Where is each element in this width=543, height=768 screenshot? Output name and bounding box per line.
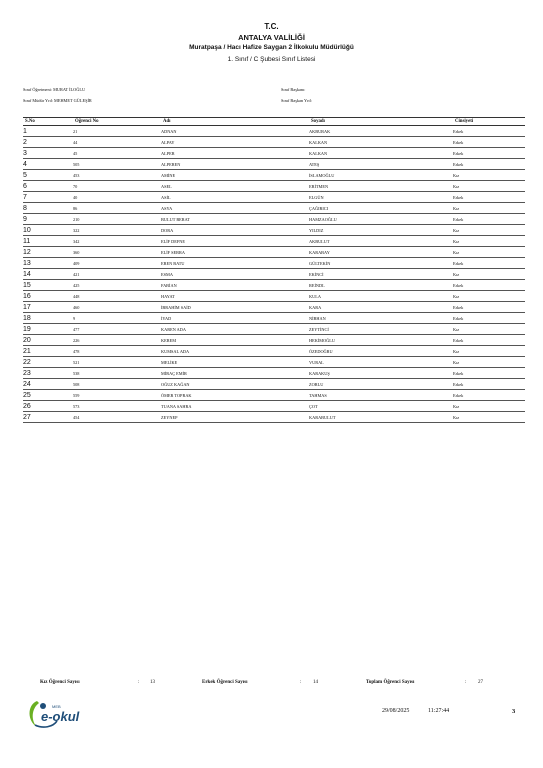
cell-name: ZEYNEP [161, 412, 309, 423]
cell-sno: 6 [23, 181, 73, 192]
cell-surname: EKİNCİ [309, 269, 453, 280]
cell-surname: YILDIZ [309, 225, 453, 236]
cell-sno: 22 [23, 357, 73, 368]
cell-surname: ATEŞ [309, 159, 453, 170]
cell-gender: Erkek [453, 280, 525, 291]
cell-surname: ZORLU [309, 379, 453, 390]
female-count-value: 13 [150, 680, 155, 685]
cell-sno: 13 [23, 258, 73, 269]
cell-student-no: 9 [73, 313, 161, 324]
header-tc: T.C. [264, 22, 279, 31]
cell-gender: Kız [453, 346, 525, 357]
print-date: 29/08/2025 [382, 708, 410, 714]
cell-gender: Kız [453, 170, 525, 181]
cell-surname: KARABULUT [309, 412, 453, 423]
cell-student-no: 460 [73, 302, 161, 313]
table-row [23, 137, 525, 148]
cell-name: MİRAÇ EMİR [161, 368, 309, 379]
table-row [23, 357, 525, 368]
cell-name: BULUT BERAT [161, 214, 309, 225]
cell-sno: 8 [23, 203, 73, 214]
table-row [23, 247, 525, 258]
table-row [23, 291, 525, 302]
cell-gender: Kız [453, 324, 525, 335]
cell-gender: Erkek [453, 302, 525, 313]
cell-sno: 17 [23, 302, 73, 313]
table-row [23, 280, 525, 291]
cell-surname: HEKİMOĞLU [309, 335, 453, 346]
male-count-label: Erkek Öğrenci Sayısı [202, 680, 248, 685]
cell-gender: Kız [453, 181, 525, 192]
cell-sno: 2 [23, 137, 73, 148]
cell-name: ELİF DEFNE [161, 236, 309, 247]
cell-student-no: 210 [73, 214, 161, 225]
cell-student-no: 425 [73, 280, 161, 291]
table-row [23, 335, 525, 346]
cell-name: KUMSAL ADA [161, 346, 309, 357]
table-row [23, 313, 525, 324]
cell-name: DORA [161, 225, 309, 236]
total-count-value: 27 [478, 680, 483, 685]
table-row [23, 170, 525, 181]
cell-gender: Erkek [453, 335, 525, 346]
table-row [23, 412, 525, 423]
cell-sno: 4 [23, 159, 73, 170]
cell-gender: Kız [453, 225, 525, 236]
table-row [23, 192, 525, 203]
cell-name: ESMA [161, 269, 309, 280]
total-count-sep: : [465, 680, 467, 685]
cell-name: ASEL [161, 181, 309, 192]
cell-sno: 10 [23, 225, 73, 236]
cell-student-no: 453 [73, 170, 161, 181]
class-deputy-principal: Sınıf Müdür Yrd: MEHMET GÜLEŞİR [23, 98, 92, 103]
cell-gender: Erkek [453, 126, 525, 137]
cell-sno: 1 [23, 126, 73, 137]
cell-gender: Kız [453, 291, 525, 302]
cell-student-no: 559 [73, 390, 161, 401]
table-row [23, 258, 525, 269]
cell-surname: AKBULUT [309, 236, 453, 247]
cell-gender: Erkek [453, 148, 525, 159]
cell-sno: 12 [23, 247, 73, 258]
cell-sno: 25 [23, 390, 73, 401]
cell-student-no: 421 [73, 269, 161, 280]
table-body [23, 126, 525, 423]
cell-student-no: 573 [73, 401, 161, 412]
cell-name: ELİF SERRA [161, 247, 309, 258]
table-row [23, 225, 525, 236]
table-row [23, 390, 525, 401]
header-student-no: Öğrenci No [73, 118, 161, 126]
male-count-sep: : [300, 680, 302, 685]
cell-name: KEREM [161, 335, 309, 346]
cell-sno: 27 [23, 412, 73, 423]
cell-surname: ELGÜN [309, 192, 453, 203]
total-count-label: Toplam Öğrenci Sayısı [366, 680, 415, 685]
cell-name: AMİNE [161, 170, 309, 181]
cell-student-no: 21 [73, 126, 161, 137]
cell-student-no: 454 [73, 412, 161, 423]
cell-surname: ÖZEDOĞRU [309, 346, 453, 357]
cell-surname: KARABAY [309, 247, 453, 258]
cell-sno: 26 [23, 401, 73, 412]
cell-sno: 3 [23, 148, 73, 159]
cell-sno: 24 [23, 379, 73, 390]
print-time: 11:27:44 [428, 708, 450, 714]
cell-surname: VURAL [309, 357, 453, 368]
table-row [23, 214, 525, 225]
cell-surname: KALKAN [309, 137, 453, 148]
cell-student-no: 70 [73, 181, 161, 192]
class-vice-president: Sınıf Başkan Yrd: [281, 98, 312, 103]
table-row [23, 368, 525, 379]
cell-gender: Kız [453, 236, 525, 247]
cell-name: KAREN ADA [161, 324, 309, 335]
cell-name: ÖMER TOPRAK [161, 390, 309, 401]
header-school: Muratpaşa / Hacı Hafize Saygan 2 İlkokulu Müdürlüğü [189, 44, 354, 51]
cell-sno: 19 [23, 324, 73, 335]
table-row [23, 181, 525, 192]
cell-name: MELİKE [161, 357, 309, 368]
cell-sno: 23 [23, 368, 73, 379]
table-row [23, 126, 525, 137]
header-governorship: ANTALYA VALİLİĞİ [238, 33, 305, 42]
cell-name: İYAD [161, 313, 309, 324]
cell-name: ASYA [161, 203, 309, 214]
cell-gender: Erkek [453, 379, 525, 390]
cell-student-no: 322 [73, 225, 161, 236]
cell-sno: 7 [23, 192, 73, 203]
header-name: Adı [161, 118, 309, 126]
cell-gender: Kız [453, 412, 525, 423]
cell-gender: Erkek [453, 159, 525, 170]
cell-student-no: 448 [73, 291, 161, 302]
cell-student-no: 86 [73, 203, 161, 214]
cell-name: İBRAHİM SAİD [161, 302, 309, 313]
table-row [23, 324, 525, 335]
table-row [23, 269, 525, 280]
cell-name: FABİAN [161, 280, 309, 291]
table-row [23, 148, 525, 159]
cell-name: OĞUZ KAĞAN [161, 379, 309, 390]
cell-student-no: 409 [73, 258, 161, 269]
cell-student-no: 44 [73, 137, 161, 148]
table-row [23, 346, 525, 357]
cell-surname: İSLAMOĞLU [309, 170, 453, 181]
cell-name: ADNAN [161, 126, 309, 137]
logo-meb-text: MEB [52, 704, 61, 709]
cell-student-no: 45 [73, 148, 161, 159]
cell-name: HAYAT [161, 291, 309, 302]
cell-sno: 15 [23, 280, 73, 291]
cell-name: ALPAY [161, 137, 309, 148]
cell-surname: ÇOT [309, 401, 453, 412]
table-row [23, 401, 525, 412]
cell-sno: 9 [23, 214, 73, 225]
cell-surname: NİBHAN [309, 313, 453, 324]
cell-gender: Erkek [453, 214, 525, 225]
cell-student-no: 226 [73, 335, 161, 346]
cell-student-no: 538 [73, 368, 161, 379]
header-class-list-title: 1. Sınıf / C Şubesi Sınıf Listesi [227, 56, 316, 63]
cell-gender: Erkek [453, 137, 525, 148]
cell-surname: TAHMAS [309, 390, 453, 401]
page-number: 3 [512, 708, 516, 715]
cell-surname: KULA [309, 291, 453, 302]
cell-student-no: 521 [73, 357, 161, 368]
cell-student-no: 478 [73, 346, 161, 357]
cell-gender: Kız [453, 247, 525, 258]
cell-gender: Erkek [453, 258, 525, 269]
cell-name: EREN BATU [161, 258, 309, 269]
cell-student-no: 360 [73, 247, 161, 258]
cell-gender: Erkek [453, 313, 525, 324]
cell-surname: ÇAĞIRICI [309, 203, 453, 214]
cell-gender: Kız [453, 269, 525, 280]
logo-eokul-text: e-okul [41, 709, 80, 724]
table-header-row [23, 118, 525, 126]
table-row [23, 302, 525, 313]
cell-surname: HAMZAOĞLU [309, 214, 453, 225]
cell-gender: Erkek [453, 390, 525, 401]
table-row [23, 159, 525, 170]
cell-sno: 11 [23, 236, 73, 247]
header-sno: S.No [23, 118, 73, 126]
cell-surname: AKBURAK [309, 126, 453, 137]
cell-gender: Erkek [453, 192, 525, 203]
cell-surname: REİNDL [309, 280, 453, 291]
cell-gender: Kız [453, 203, 525, 214]
cell-gender: Kız [453, 357, 525, 368]
cell-gender: Erkek [453, 368, 525, 379]
cell-name: ASİL [161, 192, 309, 203]
class-president: Sınıf Başkanı: [281, 87, 306, 92]
cell-surname: KARA [309, 302, 453, 313]
footer-stats [0, 680, 543, 690]
female-count-sep: : [138, 680, 140, 685]
cell-sno: 14 [23, 269, 73, 280]
cell-gender: Kız [453, 401, 525, 412]
female-count-label: Kız Öğrenci Sayısı [40, 680, 80, 685]
cell-student-no: 505 [73, 159, 161, 170]
cell-surname: ZEYTİNCİ [309, 324, 453, 335]
header-surname: Soyadı [309, 118, 453, 126]
cell-surname: KALKAN [309, 148, 453, 159]
class-teacher: Sınıf Öğretmeni: MURAT İLOĞLU [23, 87, 86, 92]
cell-sno: 18 [23, 313, 73, 324]
header-gender: Cinsiyeti [453, 118, 525, 126]
cell-surname: ERİTMEN [309, 181, 453, 192]
cell-name: ALPER [161, 148, 309, 159]
student-table [23, 117, 525, 423]
e-okul-logo [25, 697, 105, 731]
cell-student-no: 342 [73, 236, 161, 247]
cell-surname: KARAKUŞ [309, 368, 453, 379]
table-row [23, 203, 525, 214]
cell-sno: 16 [23, 291, 73, 302]
cell-sno: 20 [23, 335, 73, 346]
cell-student-no: 40 [73, 192, 161, 203]
logo-swoosh-green [30, 701, 40, 727]
cell-name: ALPEREN [161, 159, 309, 170]
table-row [23, 379, 525, 390]
cell-sno: 21 [23, 346, 73, 357]
cell-student-no: 477 [73, 324, 161, 335]
table-row [23, 236, 525, 247]
cell-student-no: 508 [73, 379, 161, 390]
cell-name: TUANA SAHRA [161, 401, 309, 412]
cell-surname: GÜLTEKİN [309, 258, 453, 269]
cell-sno: 5 [23, 170, 73, 181]
male-count-value: 14 [313, 680, 318, 685]
